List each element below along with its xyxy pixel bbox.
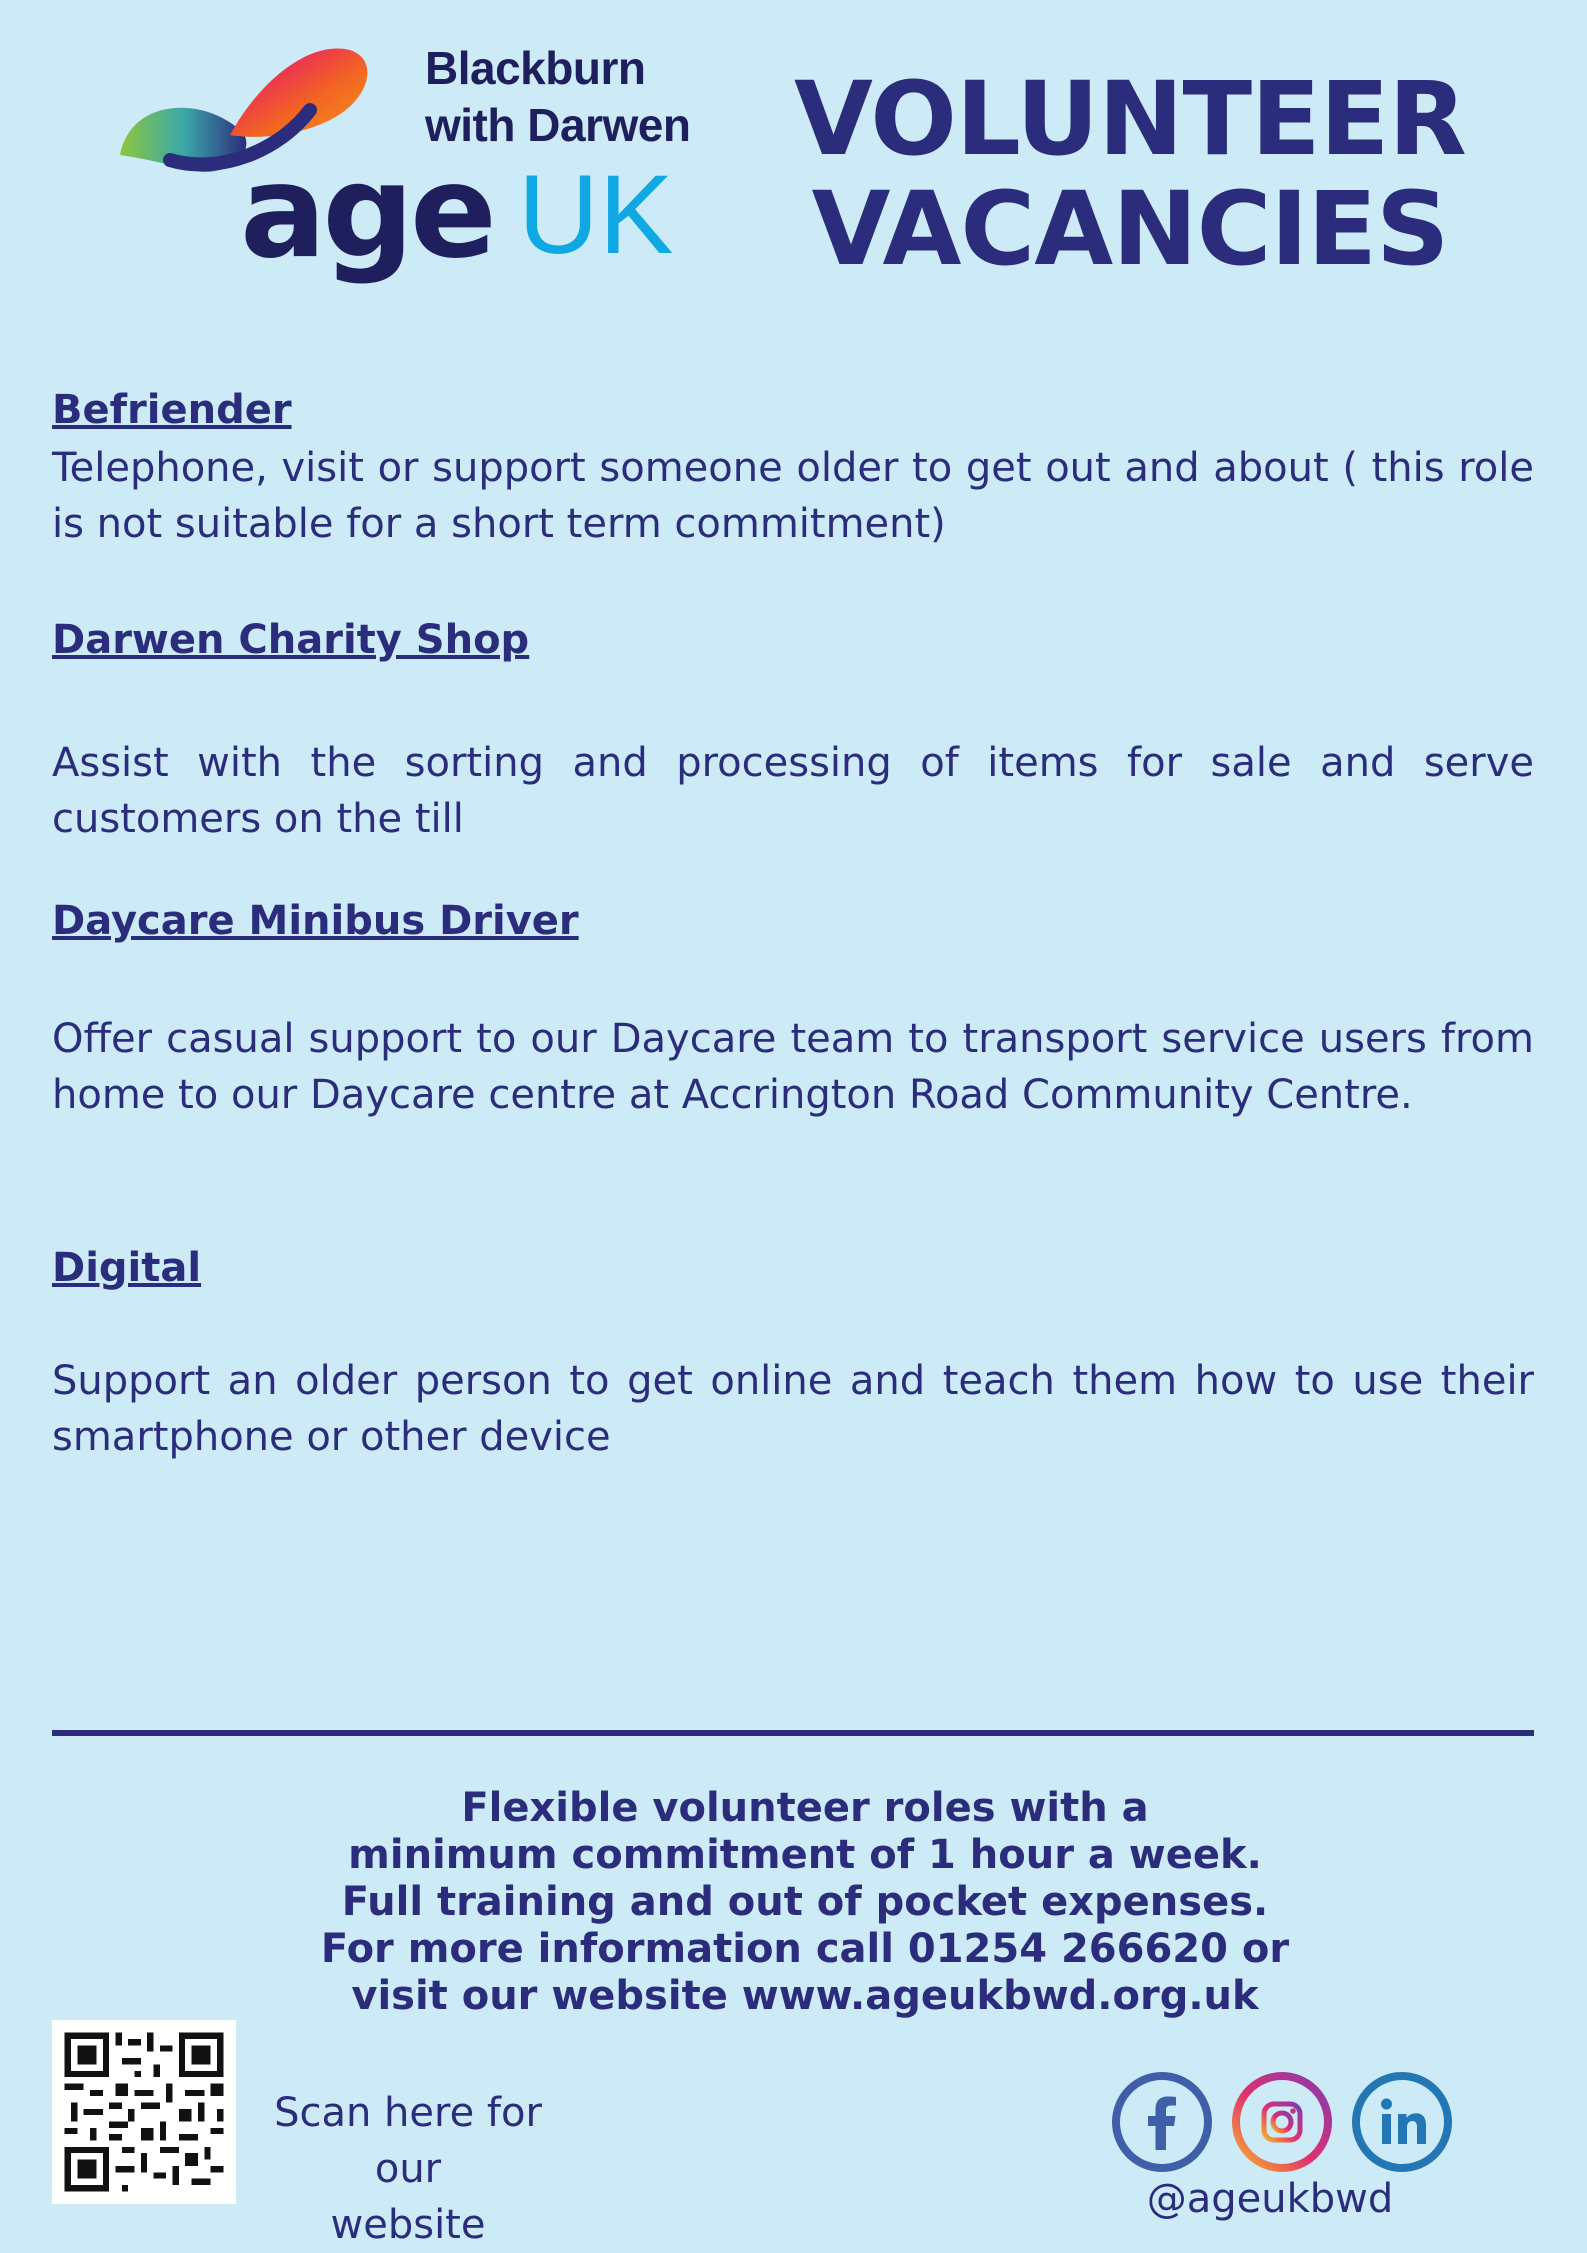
page-title-line-2: VACANCIES [811, 170, 1449, 289]
role-description-befriender: Telephone, visit or support someone older to get out and about ( this role is not suitable for a short term commitment) [52, 445, 1534, 547]
role-title-befriender: Befriender [52, 387, 292, 433]
role-description-digital: Support an older person to get online and teach them how to use their smartphone or other device [52, 1358, 1534, 1460]
logo-text [425, 40, 690, 154]
instagram-icon[interactable] [1230, 2070, 1334, 2174]
qr-caption-line-1: Scan here for our [274, 2090, 542, 2192]
footer-info [200, 1785, 1410, 2020]
age-uk-logo [110, 40, 710, 300]
page-title-line-1: VOLUNTEER [794, 60, 1466, 179]
qr-caption-line-2: website [330, 2202, 486, 2248]
logo-line-2: with Darwen [425, 99, 691, 151]
linkedin-icon[interactable] [1350, 2070, 1454, 2174]
role-title-digital: Digital [52, 1245, 202, 1291]
qr-caption [238, 2085, 578, 2253]
footer-info-line: Full training and out of pocket expenses. [341, 1879, 1269, 1925]
role-description-minibus-driver: Offer casual support to our Daycare team to transport service users from home to our Daycare centre at Accrington Road Community Centre. [52, 1016, 1534, 1118]
logo-word-uk: UK [518, 152, 674, 277]
logo-word-age: age [240, 138, 493, 287]
footer-info-line: Flexible volunteer roles with a [461, 1785, 1149, 1831]
social-links [1110, 2070, 1470, 2170]
facebook-icon[interactable] [1110, 2070, 1214, 2174]
page-title [770, 60, 1490, 289]
role-title-charity-shop: Darwen Charity Shop [52, 617, 530, 663]
footer-info-line: For more information call 01254 266620 or [320, 1926, 1290, 1972]
footer-info-line: visit our website www.ageukbwd.org.uk [351, 1973, 1259, 2019]
role-description-charity-shop: Assist with the sorting and processing of items for sale and serve customers on the till [52, 740, 1534, 842]
footer-divider [52, 1730, 1534, 1736]
role-title-minibus-driver: Daycare Minibus Driver [52, 898, 579, 944]
website-qr-code[interactable] [52, 2020, 236, 2204]
footer-info-line: minimum commitment of 1 hour a week. [348, 1832, 1262, 1878]
social-handle: @ageukbwd [1146, 2176, 1394, 2222]
logo-line-1: Blackburn [425, 42, 646, 94]
